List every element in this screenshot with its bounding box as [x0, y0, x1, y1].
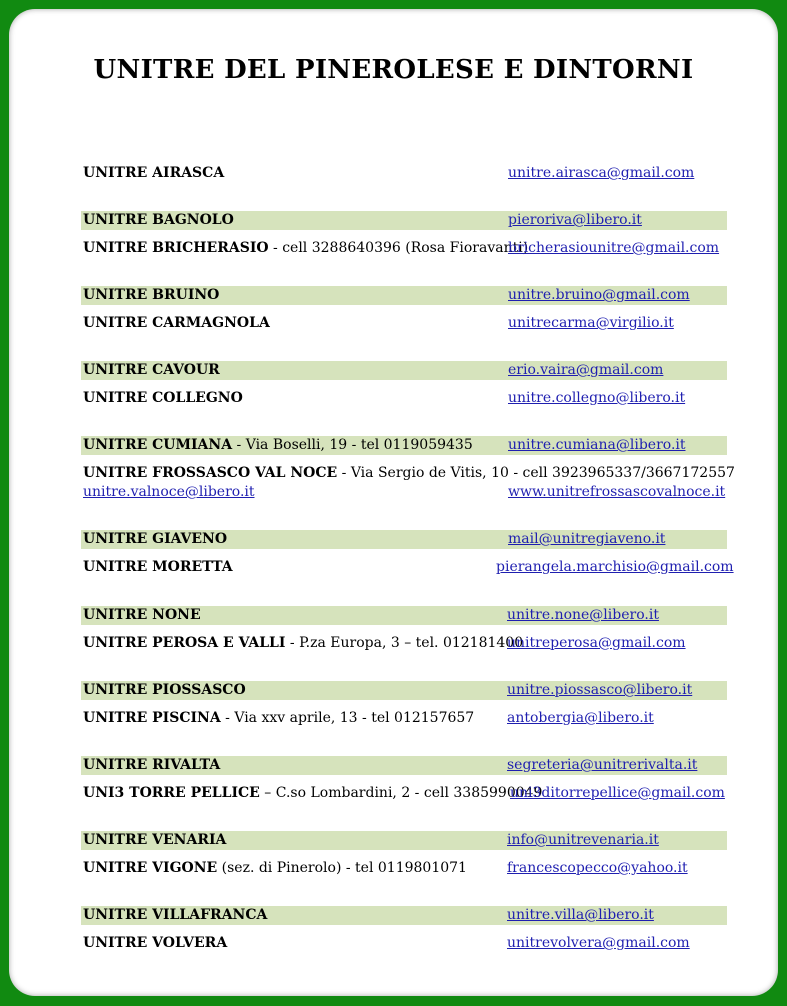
entry-name: UNITRE BAGNOLO [83, 212, 234, 228]
entry-email-link[interactable]: unitre.bruino@gmail.com [508, 287, 690, 303]
entry-name: UNITRE VENARIA [83, 832, 227, 848]
entry-email-link[interactable]: unitre.cumiana@libero.it [508, 437, 686, 453]
entry-name: UNITRE PISCINA [83, 710, 221, 726]
list-item [81, 934, 727, 953]
entry-email-link[interactable]: unitre.airasca@gmail.com [508, 165, 695, 181]
document-page [9, 9, 778, 996]
entry-name: UNITRE CARMAGNOLA [83, 315, 270, 331]
entry-name: UNITRE VIGONE [83, 860, 218, 876]
list-item [81, 239, 727, 258]
entry-name: UNITRE BRUINO [83, 287, 220, 303]
entry-email-link[interactable]: unitreperosa@gmail.com [507, 635, 686, 651]
list-item [81, 634, 727, 653]
entry-details: - Via Boselli, 19 - tel 0119059435 [232, 437, 473, 453]
entry-name: UNITRE VOLVERA [83, 935, 228, 951]
list-item [81, 436, 727, 455]
list-item [81, 606, 727, 625]
entry-name: UNI3 TORRE PELLICE [83, 785, 260, 801]
entry-email-link[interactable]: unitre.collegno@libero.it [508, 390, 686, 406]
entry-email-link[interactable]: unitre.piossasco@libero.it [507, 682, 693, 698]
entry-name: UNITRE NONE [83, 607, 201, 623]
entry-email-link[interactable]: uni3ditorrepellice@gmail.com [510, 785, 725, 801]
list-item [81, 314, 727, 333]
entry-email-link[interactable]: antobergia@libero.it [507, 710, 654, 726]
page-title: UNITRE DEL PINEROLESE E DINTORNI [93, 55, 694, 85]
list-item [81, 530, 727, 549]
list-item [81, 784, 727, 803]
list-item [81, 681, 727, 700]
entry-website-link[interactable]: www.unitrefrossascovalnoce.it [508, 484, 726, 500]
entry-name: UNITRE PIOSSASCO [83, 682, 246, 698]
list-item [81, 906, 727, 925]
list-item [81, 286, 727, 305]
entry-details: - cell 3288640396 (Rosa Fioravanti) [268, 240, 529, 256]
entry-name: UNITRE CUMIANA [83, 437, 233, 453]
entry-email-link[interactable]: erio.vaira@gmail.com [508, 362, 664, 378]
entry-email-link[interactable]: pieroriva@libero.it [508, 212, 642, 228]
entry-name: UNITRE RIVALTA [83, 757, 221, 773]
entry-email-link[interactable]: segreteria@unitrerivalta.it [507, 757, 698, 773]
list-item [81, 831, 727, 850]
list-item [81, 361, 727, 380]
entry-name: UNITRE MORETTA [83, 559, 233, 575]
entry-email-link[interactable]: bricherasiounitre@gmail.com [508, 240, 720, 256]
list-item [81, 389, 727, 408]
entry-email-link[interactable]: pierangela.marchisio@gmail.com [496, 559, 734, 575]
entry-name: UNITRE COLLEGNO [83, 390, 243, 406]
entry-email-link[interactable]: unitre.villa@libero.it [507, 907, 654, 923]
entry-name: UNITRE FROSSASCO VAL NOCE [83, 465, 338, 481]
entry-email-link[interactable]: unitre.none@libero.it [507, 607, 659, 623]
list-item [81, 211, 727, 230]
entry-email-link[interactable]: unitre.valnoce@libero.it [83, 484, 255, 500]
entry-details: - P.za Europa, 3 – tel. 012181400 [285, 635, 524, 651]
list-item [81, 756, 727, 775]
entry-name: UNITRE BRICHERASIO [83, 240, 269, 256]
list-item [81, 464, 735, 502]
entry-details: - Via Sergio de Vitis, 10 - cell 3923965337/3667172557 [337, 465, 735, 481]
list-item [81, 164, 727, 183]
entry-name: UNITRE AIRASCA [83, 165, 225, 181]
entry-name: UNITRE PEROSA E VALLI [83, 635, 286, 651]
entry-email-link[interactable]: francescopecco@yahoo.it [507, 860, 688, 876]
entry-email-link[interactable]: unitrevolvera@gmail.com [507, 935, 690, 951]
list-item [81, 859, 727, 878]
entry-details: – C.so Lombardini, 2 - cell 3385990049 [259, 785, 543, 801]
entry-email-link[interactable]: unitrecarma@virgilio.it [508, 315, 674, 331]
list-item [81, 709, 727, 728]
entry-details: (sez. di Pinerolo) - tel 0119801071 [217, 860, 467, 876]
list-item [81, 558, 734, 577]
entry-details: - Via xxv aprile, 13 - tel 012157657 [220, 710, 475, 726]
entry-email-link[interactable]: mail@unitregiaveno.it [508, 531, 666, 547]
entry-name: UNITRE CAVOUR [83, 362, 220, 378]
entry-email-link[interactable]: info@unitrevenaria.it [507, 832, 659, 848]
entry-name: UNITRE VILLAFRANCA [83, 907, 268, 923]
entry-name: UNITRE GIAVENO [83, 531, 228, 547]
